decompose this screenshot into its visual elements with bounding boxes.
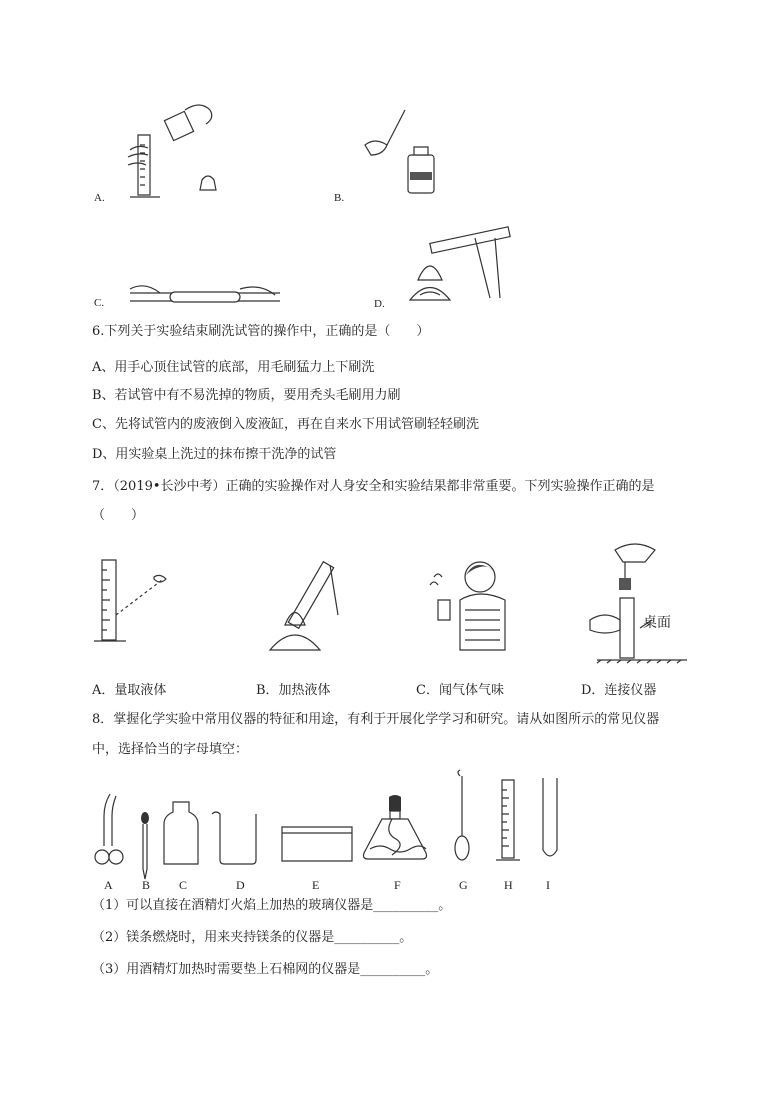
connecting-apparatus-image bbox=[585, 540, 695, 665]
label-g: G bbox=[459, 878, 468, 892]
q5-option-c-label: C. bbox=[94, 297, 105, 309]
q6-option-c[interactable]: C、先将试管内的废液倒入废液缸，再在自来水下用试管刷轻轻刷洗 bbox=[92, 417, 479, 432]
q5-option-c[interactable] bbox=[90, 275, 290, 315]
wide-mouth-bottle-icon bbox=[164, 800, 198, 866]
question-8-stem: 8．掌握化学实验中常用仪器的特征和用途，有利于开展化学学习和研究。请从如图所示的常见仪器 bbox=[92, 712, 660, 727]
test-tube-horizontal-image bbox=[90, 275, 290, 315]
dropper-icon bbox=[138, 812, 152, 882]
pouring-liquid-into-cylinder-image bbox=[90, 95, 240, 210]
question-8-stem-cont: 中，选择恰当的字母填空： bbox=[92, 742, 249, 757]
q5-option-a[interactable] bbox=[90, 95, 240, 210]
q5-option-b[interactable] bbox=[330, 100, 450, 210]
test-tube-icon bbox=[540, 776, 560, 862]
combustion-spoon-icon bbox=[452, 768, 478, 863]
alcohol-lamp-icon bbox=[362, 795, 428, 865]
label-a: A bbox=[104, 878, 113, 892]
heating-test-tube-image bbox=[370, 220, 520, 315]
q5-option-b-label: B. bbox=[334, 192, 345, 204]
question-7-stem-cont: （ ） bbox=[92, 508, 145, 523]
label-b: B bbox=[142, 878, 151, 892]
heating-liquid-image bbox=[260, 555, 370, 655]
q8-sub-1[interactable]: （1）可以直接在酒精灯火焰上加热的玻璃仪器是__________。 bbox=[92, 898, 452, 913]
label-h: H bbox=[504, 878, 513, 892]
q7-option-a[interactable]: A．量取液体 bbox=[92, 683, 167, 698]
q6-option-d[interactable]: D、用实验桌上洗过的抹布擦干洗净的试管 bbox=[92, 447, 337, 462]
question-6-stem: 6.下列关于实验结束刷洗试管的操作中，正确的是（ ） bbox=[92, 324, 430, 339]
q7-option-c[interactable]: C．闻气体气味 bbox=[416, 683, 504, 698]
measuring-liquid-image bbox=[92, 555, 202, 655]
beaker-icon bbox=[210, 810, 260, 866]
q8-sub-3[interactable]: （3）用酒精灯加热时需要垫上石棉网的仪器是__________。 bbox=[92, 962, 439, 977]
label-i: I bbox=[546, 878, 550, 892]
desk-surface-label: 桌面 bbox=[643, 614, 671, 630]
label-f: F bbox=[394, 878, 401, 892]
label-d: D bbox=[236, 878, 245, 892]
q6-option-b[interactable]: B、若试管中有不易洗掉的物质，要用秃头毛刷用力刷 bbox=[92, 388, 401, 403]
question-7-stem: 7．（2019•长沙中考）正确的实验操作对人身安全和实验结果都非常重要。下列实验操作正确的是 bbox=[92, 479, 655, 494]
graduated-cylinder-icon bbox=[494, 778, 524, 866]
q5-option-d-label: D. bbox=[374, 298, 385, 310]
crucible-tongs-icon bbox=[92, 792, 122, 872]
water-trough-icon bbox=[280, 825, 354, 863]
q6-option-a[interactable]: A、用手心顶住试管的底部，用毛刷猛力上下刷洗 bbox=[92, 360, 375, 375]
label-c: C bbox=[179, 878, 188, 892]
q7-option-b[interactable]: B．加热液体 bbox=[256, 683, 331, 698]
q7-option-d[interactable]: D．连接仪器 bbox=[581, 683, 657, 698]
smelling-gas-image bbox=[420, 555, 530, 660]
dropper-bottle-image bbox=[330, 100, 450, 210]
q5-option-a-label: A. bbox=[94, 192, 105, 204]
q8-sub-2[interactable]: （2）镁条燃烧时，用来夹持镁条的仪器是__________。 bbox=[92, 930, 413, 945]
label-e: E bbox=[312, 878, 320, 892]
q5-option-d[interactable] bbox=[370, 220, 520, 315]
